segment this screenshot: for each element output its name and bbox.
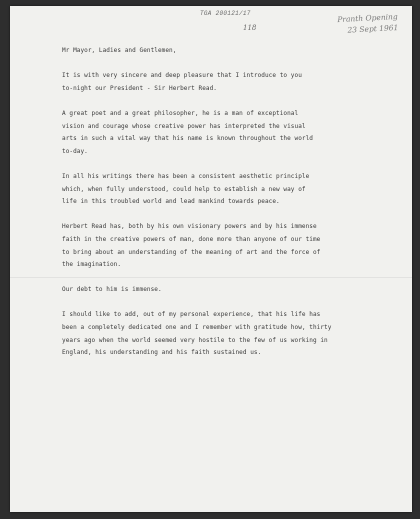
letter-paragraph: [62, 221, 407, 271]
letter-paragraph: [62, 70, 407, 95]
handwritten-annotation-line: Pranth Opening: [337, 11, 398, 25]
letter-paragraph: [62, 284, 407, 297]
paragraph-line: I should like to add, out of my personal experience, that his life has: [62, 311, 321, 319]
paragraph-line: years ago when the world seemed very hostile to the few of us working in: [62, 336, 328, 344]
archive-page-number: 118: [243, 24, 257, 32]
paragraph-line: life in this troubled world and lead mankind towards peace.: [62, 198, 280, 206]
paragraph-line: A great poet and a great philosopher, he is a man of exceptional: [62, 109, 299, 117]
paragraph-line: Our debt to him is immense.: [62, 286, 162, 294]
letter-body: [62, 45, 407, 372]
handwritten-annotation: [319, 11, 398, 37]
letter-paragraph: [62, 108, 407, 158]
paragraph-line: to bring about an understanding of the meaning of art and the force of: [62, 248, 321, 256]
paragraph-line: faith in the creative powers of man, done more than anyone of our time: [62, 235, 321, 243]
paragraph-line: Herbert Read has, both by his own visionary powers and by his immense: [62, 223, 317, 231]
paragraph-line: been a completely dedicated one and I remember with gratitude how, thirty: [62, 324, 332, 332]
letter-salutation: Mr Mayor, Ladies and Gentlemen,: [62, 47, 177, 54]
paragraph-line: which, when fully understood, could help to establish a new way of: [62, 185, 306, 193]
letter-paragraph: [62, 171, 407, 209]
paragraph-line: vision and courage whose creative power has interpreted the visual: [62, 122, 306, 130]
letter-paragraph: [62, 309, 407, 359]
paragraph-line: to-night our President - Sir Herbert Read.: [62, 84, 218, 92]
paragraph-line: England, his understanding and his faith sustained us.: [62, 349, 262, 357]
handwritten-annotation-line: 23 Sept 1961: [347, 22, 399, 35]
paragraph-line: the imagination.: [62, 261, 122, 269]
letter-sheet: [10, 6, 412, 512]
paragraph-line: It is with very sincere and deep pleasure that I introduce to you: [62, 72, 302, 80]
paragraph-line: to-day.: [62, 147, 88, 155]
archive-reference-stamp: TGA 200121/17: [200, 10, 251, 17]
paragraph-line: arts in such a vital way that his name is known throughout the world: [62, 135, 313, 143]
paragraph-line: In all his writings there has been a consistent aesthetic principle: [62, 172, 310, 180]
